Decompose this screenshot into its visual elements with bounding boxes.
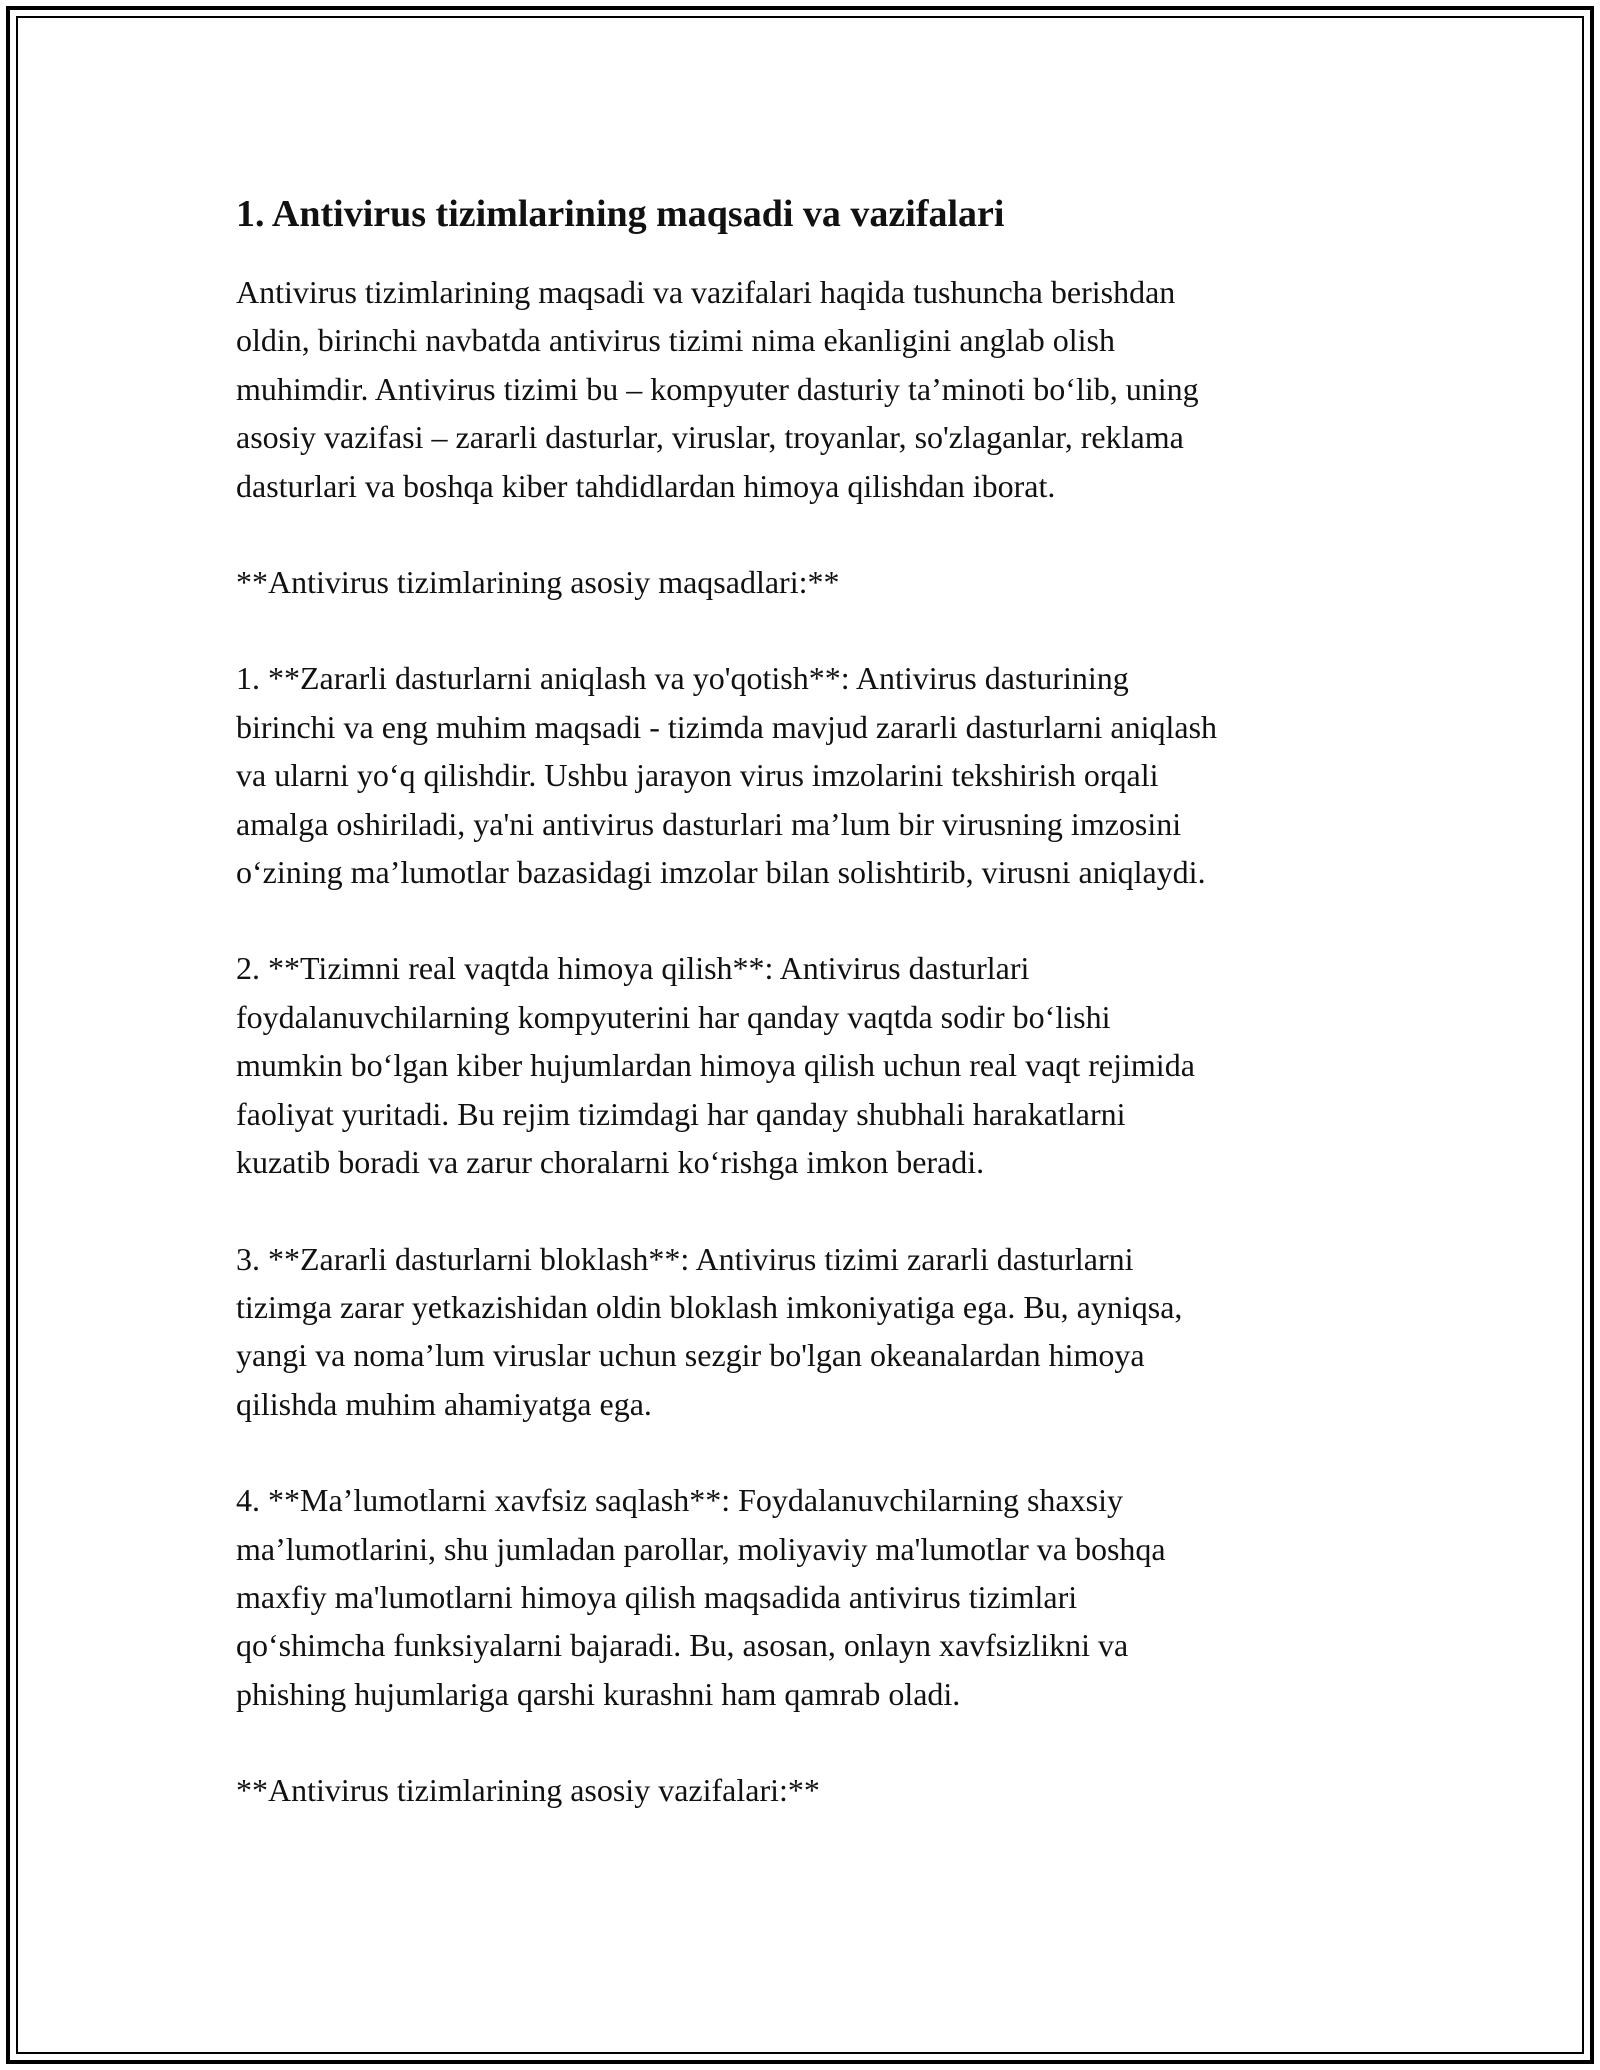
goal-item-2: 2. **Tizimni real vaqtda himoya qilish**: Antivirus dasturlari foydalanuvchilarning kompyuterini har qanday vaqtda sodir bo‘lishi mumkin bo‘lgan kiber hujumlardan himoya qilish uchun real vaqt rejimida faoliyat yuritadi. Bu rejim tizimdagi har qanday shubhali harakatlarni kuzatib boradi va zarur choralarni ko‘rishga imkon beradi.	[236, 950, 1195, 1181]
goal-item-1: 1. **Zararli dasturlarni aniqlash va yo'qotish**: Antivirus dasturining birinchi va eng muhim maqsadi - tizimda mavjud zararli dasturlarni aniqlash va ularni yo‘q qilishdir. Ushbu jarayon virus imzolarini tekshirish orqali amalga oshiriladi, ya'ni antivirus dasturlari ma’lum bir virusning imzosini o‘zining ma’lumotlar bazasidagi imzolar bilan solishtirib, virusni aniqlaydi.	[236, 660, 1218, 891]
goals-heading: **Antivirus tizimlarining asosiy maqsadlari:**	[236, 564, 840, 601]
tasks-heading: **Antivirus tizimlarining asosiy vazifalari:**	[236, 1772, 820, 1809]
intro-paragraph: Antivirus tizimlarining maqsadi va vazifalari haqida tushuncha berishdan oldin, birinchi navbatda antivirus tizimi nima ekanligini anglab olish muhimdir. Antivirus tizimi bu – kompyuter dasturiy ta’minoti bo‘lib, uning asosiy vazifasi – zararli dasturlar, viruslar, troyanlar, so'zlaganlar, reklama dasturlari va boshqa kiber tahdidlardan himoya qilishdan iborat.	[236, 274, 1199, 504]
goal-item-4: 4. **Ma’lumotlarni xavfsiz saqlash**: Foydalanuvchilarning shaxsiy ma’lumotlarini, shu jumladan parollar, moliyaviy ma'lumotlar va boshqa maxfiy ma'lumotlarni himoya qilish maqsadida antivirus tizimlari qo‘shimcha funksiyalarni bajaradi. Bu, asosan, onlayn xavfsizlikni va phishing hujumlariga qarshi kurashni ham qamrab oladi.	[236, 1482, 1166, 1712]
goal-item-3: 3. **Zararli dasturlarni bloklash**: Antivirus tizimi zararli dasturlarni tizimga zarar yetkazishidan oldin bloklash imkoniyatiga ega. Bu, ayniqsa, yangi va noma’lum viruslar uchun sezgir bo'lgan okeanalardan himoya qilishda muhim ahamiyatga ega.	[236, 1240, 1183, 1422]
document-body	[236, 186, 1376, 1863]
document-title: 1. Antivirus tizimlarining maqsadi va vazifalari	[236, 193, 1005, 235]
